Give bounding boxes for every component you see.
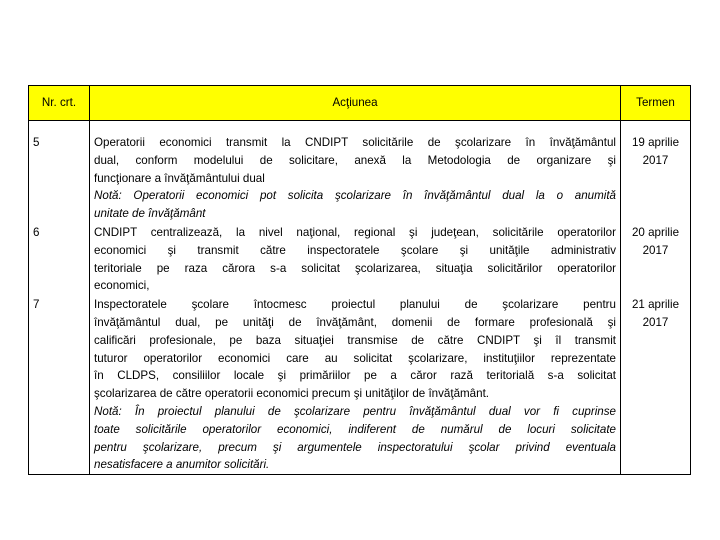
action-line: economici şi transmit către inspectoratele şcolare şi unităţile administrativ [94,243,616,257]
note-line: toate solicitările operatorilor economici, indiferent de numărul de locuri solicitate [94,422,616,436]
header-row [29,86,691,121]
action-line: dual, conform modelului de solicitare, anexă la Metodologia de organizare şi [94,153,616,167]
term-year: 2017 [642,153,669,167]
action-line: calificări profesionale, pe baza situaţiei transmise de către CNDIPT şi îl transmit [94,333,616,347]
term-cell [621,295,691,474]
action-line: Operatorii economici transmit la CNDIPT solicitările de şcolarizare în învăţământul [94,136,616,149]
note-line: Notă: Operatorii economici pot solicita şcolarizare în învăţământul dual la o anumită [94,189,616,203]
action-line: CNDIPT centralizează, la nivel naţional, regional şi judeţean, solicitările operatorilor [94,225,616,239]
action-line: în CLDPS, consiliilor locale şi primăriilor pe a căror rază teritorială s-a solicitat [94,369,616,383]
action-cell [90,133,621,223]
note-line: nesatisfacere a anumitor solicitări. [94,458,270,472]
action-line: învăţământul dual, pe unităţi de învăţământ, domenii de formare profesională şi [94,315,616,329]
header-nr-crt: Nr. crt. [29,86,90,121]
header-term: Termen [621,86,691,121]
action-line: Inspectoratele şcolare întocmesc proiectul planului de şcolarizare pentru [94,298,616,312]
term-cell [621,133,691,223]
action-line: şcolarizarea de către operatorii economici precum şi unităţilor de învăţământ. [94,387,490,401]
row-number: 5 [29,133,90,223]
action-line: economici, [94,279,150,293]
term-year: 2017 [642,243,669,257]
schedule-table [28,85,691,475]
note-line: Notă: În proiectul planului de şcolarizare pentru învăţământul dual vor fi cuprinse [94,404,616,418]
row-number: 6 [29,223,90,295]
term-day: 20 aprilie [631,225,680,239]
action-cell [90,295,621,474]
note-line: unitate de învăţământ [94,207,206,221]
term-year: 2017 [642,315,669,329]
header-action: Acţiunea [90,86,621,121]
table-row-6 [29,223,691,295]
table-row-7 [29,295,691,474]
spacer-row [29,121,691,134]
term-day: 19 aprilie [631,136,680,149]
row-number: 7 [29,295,90,474]
note-line: pentru şcolarizare, precum şi argumentele inspectoratului şcolar privind eventuala [94,440,616,454]
table-row-5 [29,133,691,223]
term-day: 21 aprilie [631,298,680,312]
action-line: funcţionare a învăţământului dual [94,171,265,185]
action-line: teritoriale pe raza cărora s-a solicitat şcolarizarea, situaţia solicitărilor operatorilor [94,261,616,275]
action-line: tuturor operatorilor economici care au solicitat şcolarizare, instituţiilor reprezentate [94,351,616,365]
action-cell [90,223,621,295]
term-cell [621,223,691,295]
